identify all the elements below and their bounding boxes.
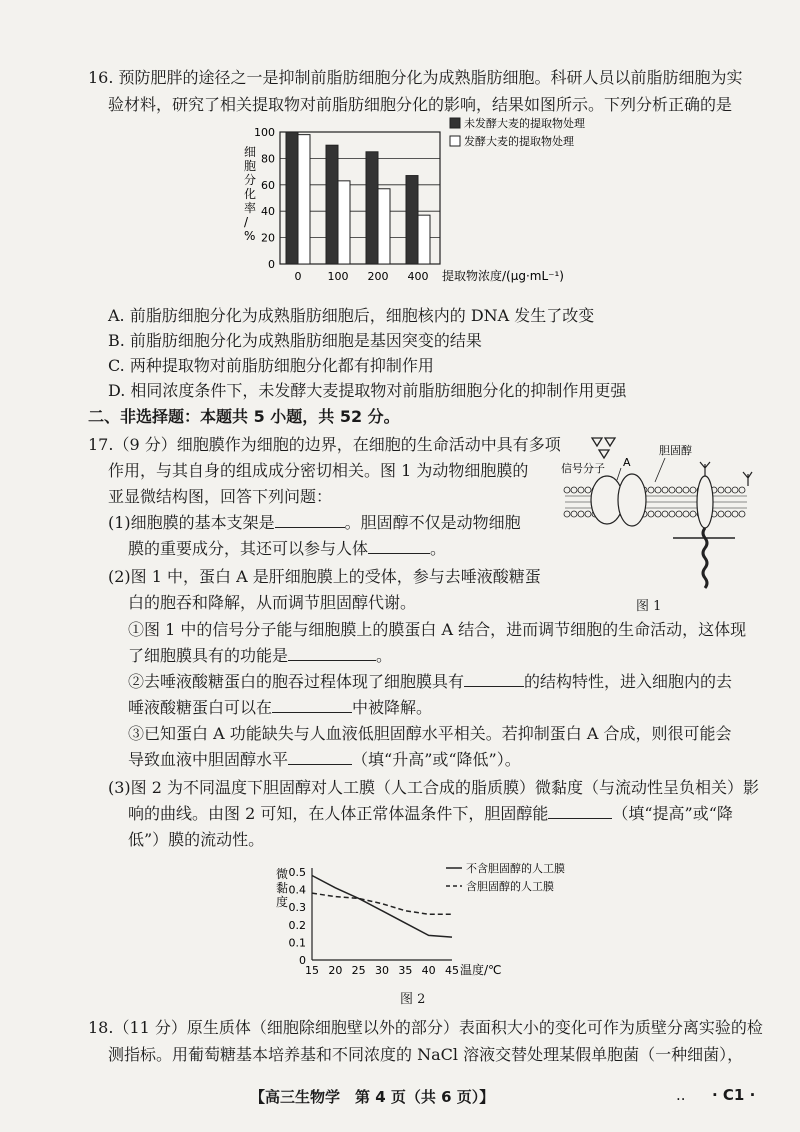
q17-part3-line1: (3)图 2 为不同温度下胆固醇对人工膜（人工合成的脂质膜）微黏度（与流动性呈负相关）影: [108, 778, 760, 797]
figure2-caption: 图 2: [400, 992, 426, 1007]
y-label-char: 细: [244, 145, 257, 159]
y-tick-label: 0.5: [288, 866, 306, 879]
label-signal-molecule: 信号分子: [561, 462, 605, 475]
x-tick-label: 200: [367, 270, 389, 283]
line-chart-viscosity: [270, 858, 570, 998]
q17-s2a: ②去唾液酸糖蛋白的胞吞过程体现了细胞膜具有: [128, 672, 465, 691]
answer-blank-2[interactable]: [368, 539, 430, 554]
phospholipid-head: [578, 511, 584, 517]
y-tick-label: 0.2: [288, 918, 306, 932]
phospholipid-head: [676, 487, 682, 493]
y-tick-label: 0.4: [288, 883, 306, 897]
y-label-char: 率: [244, 201, 257, 215]
legend-swatch: [450, 118, 460, 128]
q16-option-d[interactable]: D. 相同浓度条件下，未发酵大麦提取物对前脂肪细胞分化的抑制作用更强: [108, 381, 627, 400]
x-tick-label: 15: [305, 964, 319, 977]
line-chart-xlabel: 温度/℃: [460, 963, 502, 977]
y-tick-label: 100: [254, 126, 275, 139]
y-label-char: 微: [276, 867, 289, 881]
bar-chart-differentiation: [230, 112, 610, 302]
legend-label: 不含胆固醇的人工膜: [466, 862, 565, 875]
y-tick-label: 60: [261, 178, 275, 192]
phospholipid-head: [655, 487, 661, 493]
q17-p1b: 。胆固醇不仅是动物细胞: [344, 513, 521, 532]
q17-sub1-line2: [128, 646, 392, 666]
legend-label: 未发酵大麦的提取物处理: [464, 117, 585, 130]
q16-option-c[interactable]: C. 两种提取物对前脂肪细胞分化都有抑制作用: [108, 356, 434, 375]
phospholipid-head: [718, 511, 724, 517]
q17-stem-line2: 作用，与其自身的组成成分密切相关。图 1 为动物细胞膜的: [108, 461, 529, 480]
phospholipid-head: [690, 487, 696, 493]
legend-swatch: [450, 136, 460, 146]
phospholipid-head: [564, 511, 570, 517]
y-label-char: 胞: [244, 159, 257, 173]
q17-p3c: （填“提高”或“降: [612, 804, 733, 823]
label-cholesterol: 胆固醇: [659, 444, 692, 457]
q17-stem-line3: 亚显微结构图，回答下列问题：: [108, 487, 333, 506]
phospholipid-head: [739, 511, 745, 517]
y-tick-label: 20: [261, 231, 275, 245]
q17-p3b: 响的曲线。由图 2 可知，在人体正常体温条件下，胆固醇能: [128, 804, 549, 823]
q17-p1a: (1)细胞膜的基本支架是: [108, 513, 275, 532]
x-tick-label: 400: [407, 270, 429, 283]
answer-blank-7[interactable]: [548, 804, 612, 819]
q17-s3b: 导致血液中胆固醇水平: [128, 750, 289, 769]
label-protein-a: A: [623, 456, 631, 469]
y-tick-label: 0: [268, 258, 275, 271]
q17-p1c: 膜的重要成分，其还可以参与人体: [128, 539, 369, 558]
x-tick-label: 25: [351, 964, 366, 977]
bar-chart-xlabel: 提取物浓度/(μg·mL⁻¹): [442, 269, 564, 283]
series-line-no-cholesterol: [312, 876, 452, 938]
page-footer: 【高三生物学 第 4 页（共 6 页）】: [250, 1088, 495, 1106]
cytoskeleton-chain: [703, 528, 707, 588]
y-tick-label: 0.1: [288, 936, 306, 950]
bar-fermented-0: [298, 135, 310, 264]
y-tick-label: 0: [299, 954, 306, 967]
y-label-char: 化: [244, 187, 257, 201]
y-label-char: 度: [276, 895, 289, 909]
legend-label: 含胆固醇的人工膜: [466, 880, 554, 893]
phospholipid-head: [585, 487, 591, 493]
section-2-heading: 二、非选择题：本题共 5 小题，共 52 分。: [88, 407, 400, 426]
q17-sub3-line1: ③已知蛋白 A 功能缺失与人血液低胆固醇水平相关。若抑制蛋白 A 合成，则很可能会: [128, 724, 732, 743]
signal-molecules: [592, 438, 615, 458]
q16-option-a[interactable]: A. 前脂肪细胞分化为成熟脂肪细胞后，细胞核内的 DNA 发生了改变: [108, 306, 595, 325]
q18-stem-line1: 18.（11 分）原生质体（细胞除细胞壁以外的部分）表面积大小的变化可作为质壁分离实验的检: [88, 1018, 763, 1037]
x-tick-label: 35: [398, 964, 413, 977]
q17-part3-line3: 低”）膜的流动性。: [128, 830, 265, 849]
x-tick-label: 0: [294, 270, 302, 283]
bar-fermented-400: [418, 215, 430, 264]
q17-s3c: （填“升高”或“降低”）。: [352, 750, 521, 769]
answer-blank-1[interactable]: [275, 513, 345, 528]
phospholipid-head: [655, 511, 661, 517]
bar-unfermented-400: [406, 176, 418, 264]
answer-blank-3[interactable]: [288, 646, 376, 661]
q17-p1d: 。: [430, 539, 447, 558]
q17-part1-line2: [128, 539, 446, 559]
phospholipid-head: [676, 511, 682, 517]
q17-sub2-line1: [128, 672, 732, 692]
q17-part2-line1: (2)图 1 中，蛋白 A 是肝细胞膜上的受体，参与去唾液酸糖蛋: [108, 567, 541, 586]
bar-unfermented-100: [326, 145, 338, 264]
y-label-char: %: [244, 229, 256, 243]
answer-blank-4[interactable]: [464, 672, 524, 687]
q17-s2c: 唾液酸糖蛋白可以在: [128, 698, 273, 717]
q17-sub1-line1: ①图 1 中的信号分子能与细胞膜上的膜蛋白 A 结合，进而调节细胞的生命活动，这体现: [128, 620, 747, 639]
x-tick-label: 45: [445, 964, 459, 977]
phospholipid-head: [571, 511, 577, 517]
phospholipid-head: [648, 487, 654, 493]
q17-stem-line1: 17.（9 分）细胞膜作为细胞的边界，在细胞的生命活动中具有多项: [88, 435, 561, 454]
membrane-proteins: [591, 474, 713, 528]
x-tick-label: 20: [328, 964, 343, 977]
phospholipid-head: [683, 511, 689, 517]
x-tick-label: 100: [327, 270, 349, 283]
y-label-char: 分: [244, 173, 257, 187]
line-chart-ylabel: [276, 866, 288, 909]
phospholipid-head: [578, 487, 584, 493]
q17-part1-line1: [108, 513, 521, 533]
phospholipid-head: [571, 487, 577, 493]
figure1-caption: 图 1: [636, 599, 662, 614]
phospholipid-head: [564, 487, 570, 493]
q16-stem-line1: 16. 预防肥胖的途径之一是抑制前脂肪细胞分化为成熟脂肪细胞。科研人员以前脂肪细胞为实: [88, 68, 743, 87]
q17-sub3-line2: [128, 750, 521, 770]
q17-part3-line2: [128, 804, 733, 824]
phospholipid-head: [725, 487, 731, 493]
cell-membrane-diagram: [555, 430, 755, 610]
phospholipid-head: [690, 511, 696, 517]
q16-stem-line2: 验材料，研究了相关提取物对前脂肪细胞分化的影响，结果如图所示。下列分析正确的是: [108, 95, 733, 114]
phospholipid-head: [669, 487, 675, 493]
bar-unfermented-200: [366, 152, 378, 264]
q17-s1c: 。: [376, 646, 393, 665]
x-tick-label: 30: [375, 964, 389, 977]
bar-unfermented-0: [286, 132, 298, 264]
y-label-char: /: [244, 215, 249, 229]
y-label-char: 黏: [276, 881, 289, 895]
legend-label: 发酵大麦的提取物处理: [464, 135, 574, 148]
q17-part2-line2: 白的胞吞和降解，从而调节胆固醇代谢。: [128, 593, 417, 612]
y-tick-label: 0.3: [288, 901, 306, 915]
x-tick-label: 40: [421, 964, 436, 977]
phospholipid-head: [683, 487, 689, 493]
answer-blank-5[interactable]: [272, 698, 352, 713]
phospholipid-head: [662, 487, 668, 493]
q18-stem-line2: 测指标。用葡萄糖基本培养基和不同浓度的 NaCl 溶液交替处理某假单胞菌（一种细菌），: [108, 1045, 744, 1064]
phospholipid-head: [648, 511, 654, 517]
q17-s1b: 了细胞膜具有的功能是: [128, 646, 289, 665]
phospholipid-head: [732, 511, 738, 517]
phospholipid-head: [662, 511, 668, 517]
y-tick-label: 40: [261, 205, 275, 219]
phospholipid-head: [725, 511, 731, 517]
bar-fermented-100: [338, 181, 350, 264]
phospholipid-head: [739, 487, 745, 493]
q17-sub2-line2: [128, 698, 432, 718]
q17-s2d: 中被降解。: [352, 698, 433, 717]
q17-s2b: 的结构特性，进入细胞内的去: [524, 672, 733, 691]
phospholipid-head: [585, 511, 591, 517]
bar-fermented-200: [378, 189, 390, 264]
phospholipid-head: [669, 511, 675, 517]
y-tick-label: 80: [261, 152, 275, 166]
footer-code: · C1 ·: [712, 1086, 756, 1104]
q16-option-b[interactable]: B. 前脂肪细胞分化为成熟脂肪细胞是基因突变的结果: [108, 331, 482, 350]
phospholipid-head: [732, 487, 738, 493]
answer-blank-6[interactable]: [288, 750, 352, 765]
phospholipid-head: [718, 487, 724, 493]
footer-dots: ..: [676, 1086, 686, 1104]
bar-chart-ylabel: [244, 145, 256, 243]
